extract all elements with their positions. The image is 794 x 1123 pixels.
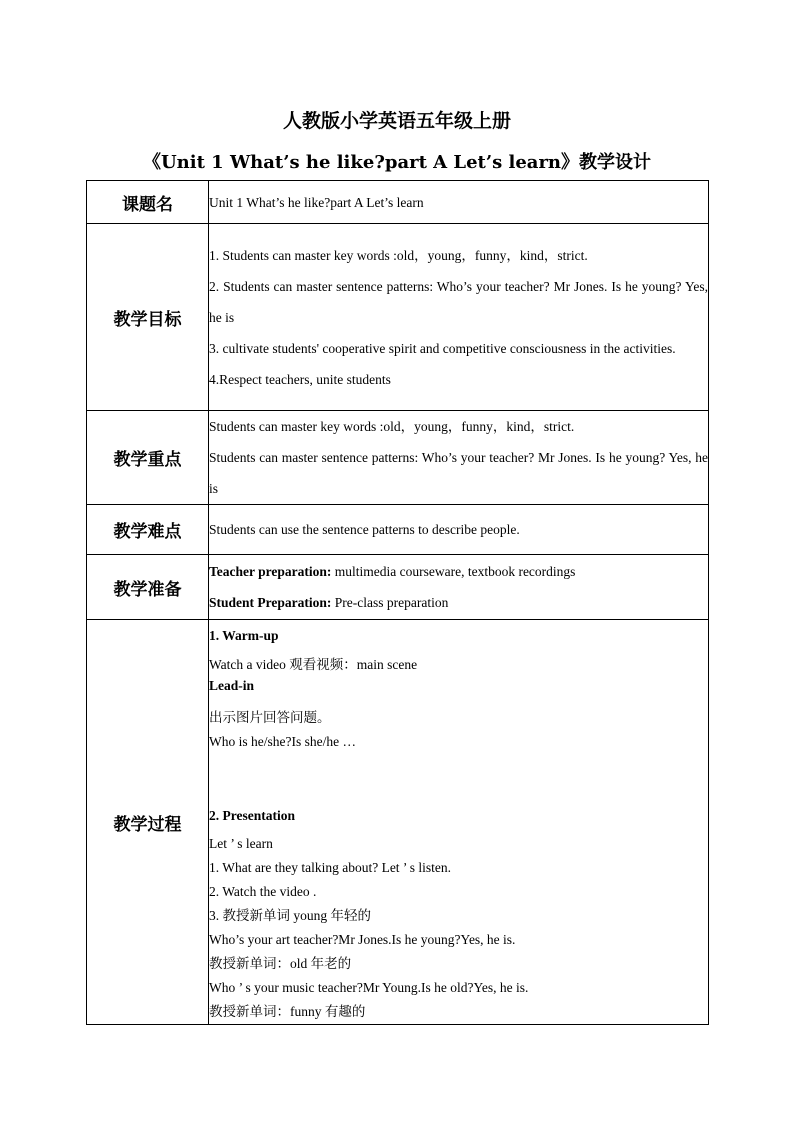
preparation-row [87,555,709,620]
topic-value: Unit 1 What’s he like?part A Let’s learn [209,181,709,224]
difficulties-value: Students can use the sentence patterns to describe people. [209,505,709,555]
topic-row [87,181,709,224]
objective-item: 1. Students can master key words :old，young，funny，kind，strict. [209,247,588,263]
presentation-line: Let ’ s learn [209,836,273,851]
teacher-preparation-value: multimedia courseware, textbook recordings [334,564,576,579]
lesson-title: 《Unit 1 What’s he like?part A Let’s learn》教学设计 [142,152,652,173]
key-points-label: 教学重点 [87,411,209,505]
presentation-line: Who’s your art teacher?Mr Jones.Is he young?Yes, he is. [209,932,516,947]
objectives-row [87,224,709,411]
key-points-row [87,411,709,505]
presentation-line: 2. Watch the video . [209,884,317,899]
teacher-preparation-label: Teacher preparation: [209,564,332,579]
presentation-line: 3. 教授新单词 young 年轻的 [209,908,371,923]
key-point-item: Students can master sentence patterns: Who’s your teacher? Mr Jones. Is he young? Yes, he is [209,450,708,496]
leadin-line: Who is he/she?Is she/he … [209,734,356,749]
objective-item: 3. cultivate students' cooperative spirit and competitive consciousness in the activities. [209,340,676,356]
student-preparation [209,587,708,618]
objectives-label: 教学目标 [87,224,209,411]
topic-label: 课题名 [87,181,209,224]
process-label: 教学过程 [87,620,209,1025]
presentation-heading: 2. Presentation [209,808,295,823]
leadin-line: 出示图片回答问题。 [209,710,331,725]
student-preparation-label: Student Preparation: [209,595,332,610]
key-points-content [209,411,709,505]
objectives-content [209,224,709,411]
key-point-item: Students can master key words :old，young，funny，kind，strict. [209,419,575,434]
process-content [209,620,709,1025]
leadin-heading: Lead-in [209,678,255,693]
presentation-line: 教授新单词：old 年老的 [209,956,352,971]
objective-item: 4.Respect teachers, unite students [209,371,391,387]
teacher-preparation [209,556,708,587]
objective-item: 2. Students can master sentence patterns: Who’s your teacher? Mr Jones. Is he young? Yes, he is [209,278,708,325]
preparation-label: 教学准备 [87,555,209,620]
difficulties-label: 教学难点 [87,505,209,555]
warmup-heading: 1. Warm-up [209,628,279,643]
lesson-plan-table [86,180,709,1025]
process-row [87,620,709,1025]
presentation-line: 教授新单词：funny 有趣的 [209,1004,366,1019]
difficulties-row [87,505,709,555]
preparation-content [209,555,709,620]
presentation-line: 1. What are they talking about? Let ’ s listen. [209,860,452,875]
warmup-line: Watch a video 观看视频：main scene [209,657,418,672]
page-title: 人教版小学英语五年级上册 [282,110,511,132]
presentation-line: Who ’ s your music teacher?Mr Young.Is he old?Yes, he is. [209,980,529,995]
student-preparation-value: Pre-class preparation [334,595,449,610]
